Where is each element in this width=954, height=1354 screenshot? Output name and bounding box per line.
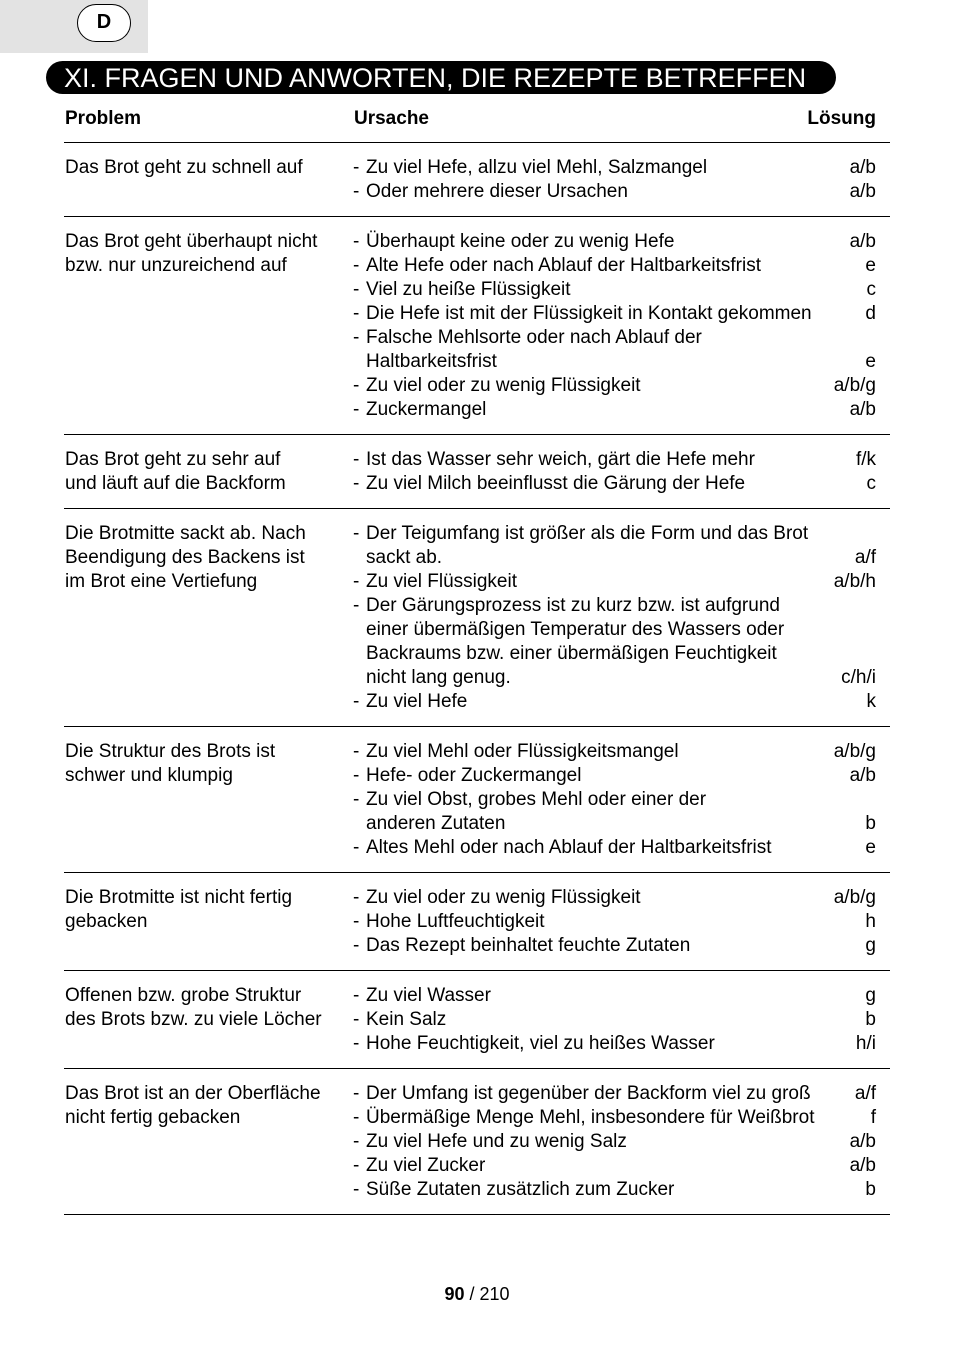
- table-body: [64, 143, 890, 1215]
- bullet-dash: -: [353, 911, 360, 932]
- cause-text: Zu viel Hefe: [366, 691, 468, 712]
- problem-cell: Die Struktur des Brots ist schwer und klumpig: [65, 741, 276, 786]
- table-row: [64, 1069, 890, 1215]
- page-footer: [0, 1283, 954, 1305]
- cause-item: [353, 1032, 876, 1056]
- solution-code: a/b/g: [833, 887, 876, 908]
- cause-text: Hohe Luftfeuchtigkeit: [366, 911, 545, 932]
- cause-item: [353, 326, 876, 374]
- causes-cell: [353, 522, 890, 714]
- problem-cell: Die Brotmitte ist nicht fertig gebacken: [65, 887, 293, 932]
- header-solution: Lösung: [807, 108, 876, 129]
- cause-text: Kein Salz: [366, 1009, 447, 1030]
- cause-text: Hefe- oder Zuckermangel: [366, 765, 582, 786]
- problem-cell: Das Brot geht zu sehr auf und läuft auf die Backform: [65, 449, 286, 494]
- solution-code: a/f: [854, 547, 876, 568]
- cause-text: Zuckermangel: [366, 399, 487, 420]
- bullet-dash: -: [353, 523, 360, 544]
- solution-code: a/b/g: [833, 741, 876, 762]
- cause-item: [353, 886, 876, 910]
- cause-text: Altes Mehl oder nach Ablauf der Haltbarkeitsfrist: [366, 837, 772, 858]
- cause-text: Alte Hefe oder nach Ablauf der Haltbarkeitsfrist: [366, 255, 761, 276]
- solution-code: a/f: [854, 1083, 876, 1104]
- solution-code: a/b: [849, 181, 876, 202]
- bullet-dash: -: [353, 595, 360, 616]
- cause-text: Der Teigumfang ist größer als die Form und das Brot sackt ab.: [366, 523, 809, 568]
- solution-code: c: [866, 279, 876, 300]
- cause-item: [353, 1008, 876, 1032]
- cause-item: [353, 472, 876, 496]
- cause-text: Zu viel Hefe und zu wenig Salz: [366, 1131, 627, 1152]
- bullet-dash: -: [353, 935, 360, 956]
- cause-text: Zu viel Mehl oder Flüssigkeitsmangel: [366, 741, 679, 762]
- cause-item: [353, 230, 876, 254]
- header-cause: Ursache: [354, 108, 429, 129]
- causes-cell: [353, 156, 890, 204]
- solution-code: h/i: [855, 1033, 876, 1054]
- table-row: [64, 143, 890, 217]
- bullet-dash: -: [353, 765, 360, 786]
- problem-cell: Offenen bzw. grobe Struktur des Brots bzw. zu viele Löcher: [65, 985, 322, 1030]
- bullet-dash: -: [353, 1009, 360, 1030]
- solution-code: a/b: [849, 231, 876, 252]
- language-tab: [0, 0, 148, 53]
- bullet-dash: -: [353, 837, 360, 858]
- cause-text: Zu viel oder zu wenig Flüssigkeit: [366, 375, 641, 396]
- bullet-dash: -: [353, 1155, 360, 1176]
- problem-cell: Das Brot ist an der Oberfläche nicht fertig gebacken: [65, 1083, 321, 1128]
- cause-item: [353, 1154, 876, 1178]
- page-total: / 210: [464, 1284, 510, 1304]
- section-title: XI. FRAGEN UND ANWORTEN, DIE REZEPTE BETREFFEN: [46, 61, 836, 94]
- solution-code: b: [865, 813, 876, 834]
- cause-item: [353, 984, 876, 1008]
- solution-code: g: [865, 985, 876, 1006]
- solution-code: h: [865, 911, 876, 932]
- solution-code: f/k: [855, 449, 876, 470]
- causes-cell: [353, 1082, 890, 1202]
- troubleshooting-table: [64, 106, 890, 1215]
- cause-item: [353, 278, 876, 302]
- cause-text: Zu viel oder zu wenig Flüssigkeit: [366, 887, 641, 908]
- header-problem: Problem: [65, 108, 142, 129]
- bullet-dash: -: [353, 1179, 360, 1200]
- bullet-dash: -: [353, 375, 360, 396]
- bullet-dash: -: [353, 887, 360, 908]
- solution-code: e: [865, 351, 876, 372]
- solution-code: g: [865, 935, 876, 956]
- cause-item: [353, 764, 876, 788]
- solution-code: a/b: [849, 157, 876, 178]
- cause-text: Ist das Wasser sehr weich, gärt die Hefe mehr: [366, 449, 755, 470]
- cause-item: [353, 788, 876, 836]
- cause-item: [353, 254, 876, 278]
- bullet-dash: -: [353, 231, 360, 252]
- language-badge: D: [77, 4, 131, 42]
- solution-code: c: [866, 473, 876, 494]
- cause-text: Das Rezept beinhaltet feuchte Zutaten: [366, 935, 691, 956]
- bullet-dash: -: [353, 1033, 360, 1054]
- cause-text: Überhaupt keine oder zu wenig Hefe: [366, 231, 675, 252]
- problem-cell: Das Brot geht zu schnell auf: [65, 157, 303, 178]
- bullet-dash: -: [353, 303, 360, 324]
- cause-item: [353, 302, 876, 326]
- bullet-dash: -: [353, 789, 360, 810]
- table-row: [64, 873, 890, 971]
- causes-cell: [353, 984, 890, 1056]
- cause-item: [353, 1082, 876, 1106]
- bullet-dash: -: [353, 985, 360, 1006]
- bullet-dash: -: [353, 1107, 360, 1128]
- bullet-dash: -: [353, 279, 360, 300]
- cause-text: Zu viel Zucker: [366, 1155, 486, 1176]
- bullet-dash: -: [353, 1083, 360, 1104]
- cause-item: [353, 594, 876, 690]
- bullet-dash: -: [353, 157, 360, 178]
- cause-text: Falsche Mehlsorte oder nach Ablauf der Haltbarkeitsfrist: [366, 327, 702, 372]
- solution-code: b: [865, 1009, 876, 1030]
- solution-code: a/b: [849, 1155, 876, 1176]
- cause-text: Die Hefe ist mit der Flüssigkeit in Kontakt gekommen: [366, 303, 812, 324]
- solution-code: e: [865, 837, 876, 858]
- cause-text: Zu viel Wasser: [366, 985, 491, 1006]
- cause-item: [353, 448, 876, 472]
- bullet-dash: -: [353, 691, 360, 712]
- solution-code: f: [870, 1107, 876, 1128]
- page-number: 90: [444, 1284, 465, 1304]
- bullet-dash: -: [353, 571, 360, 592]
- bullet-dash: -: [353, 399, 360, 420]
- causes-cell: [353, 886, 890, 958]
- cause-text: Süße Zutaten zusätzlich zum Zucker: [366, 1179, 675, 1200]
- cause-text: Zu viel Flüssigkeit: [366, 571, 517, 592]
- solution-code: a/b/h: [833, 571, 876, 592]
- solution-code: a/b/g: [833, 375, 876, 396]
- cause-text: Oder mehrere dieser Ursachen: [366, 181, 628, 202]
- table-row: [64, 435, 890, 509]
- causes-cell: [353, 448, 890, 496]
- cause-text: Hohe Feuchtigkeit, viel zu heißes Wasser: [366, 1033, 715, 1054]
- causes-cell: [353, 230, 890, 422]
- solution-code: a/b: [849, 765, 876, 786]
- problem-cell: Das Brot geht überhaupt nicht bzw. nur unzureichend auf: [65, 231, 318, 276]
- cause-item: [353, 374, 876, 398]
- cause-item: [353, 740, 876, 764]
- solution-code: a/b: [849, 1131, 876, 1152]
- bullet-dash: -: [353, 181, 360, 202]
- causes-cell: [353, 740, 890, 860]
- solution-code: b: [865, 1179, 876, 1200]
- cause-text: Der Gärungsprozess ist zu kurz bzw. ist aufgrund einer übermäßigen Temperatur des Wassers oder Backraums bzw. einer übermäßigen Feuchtigkeit nicht lang genug.: [366, 595, 785, 688]
- problem-cell: Die Brotmitte sackt ab. Nach Beendigung des Backens ist im Brot eine Vertiefung: [65, 523, 306, 592]
- table-row: [64, 727, 890, 873]
- solution-code: e: [865, 255, 876, 276]
- cause-text: Übermäßige Menge Mehl, insbesondere für Weißbrot: [366, 1107, 815, 1128]
- cause-item: [353, 934, 876, 958]
- cause-item: [353, 1130, 876, 1154]
- cause-text: Zu viel Hefe, allzu viel Mehl, Salzmangel: [366, 157, 708, 178]
- cause-item: [353, 690, 876, 714]
- cause-text: Viel zu heiße Flüssigkeit: [366, 279, 571, 300]
- bullet-dash: -: [353, 255, 360, 276]
- cause-item: [353, 522, 876, 570]
- bullet-dash: -: [353, 327, 360, 348]
- solution-code: c/h/i: [841, 667, 876, 688]
- bullet-dash: -: [353, 473, 360, 494]
- bullet-dash: -: [353, 1131, 360, 1152]
- bullet-dash: -: [353, 449, 360, 470]
- bullet-dash: -: [353, 741, 360, 762]
- cause-item: [353, 398, 876, 422]
- cause-item: [353, 910, 876, 934]
- cause-item: [353, 180, 876, 204]
- cause-text: Zu viel Obst, grobes Mehl oder einer der anderen Zutaten: [366, 789, 707, 834]
- cause-item: [353, 1106, 876, 1130]
- table-row: [64, 971, 890, 1069]
- cause-item: [353, 836, 876, 860]
- table-header: [64, 106, 890, 143]
- cause-text: Zu viel Milch beeinflusst die Gärung der Hefe: [366, 473, 746, 494]
- solution-code: a/b: [849, 399, 876, 420]
- solution-code: d: [865, 303, 876, 324]
- cause-item: [353, 156, 876, 180]
- cause-text: Der Umfang ist gegenüber der Backform viel zu groß: [366, 1083, 811, 1104]
- cause-item: [353, 570, 876, 594]
- table-row: [64, 217, 890, 435]
- solution-code: k: [866, 691, 876, 712]
- cause-item: [353, 1178, 876, 1202]
- table-row: [64, 509, 890, 727]
